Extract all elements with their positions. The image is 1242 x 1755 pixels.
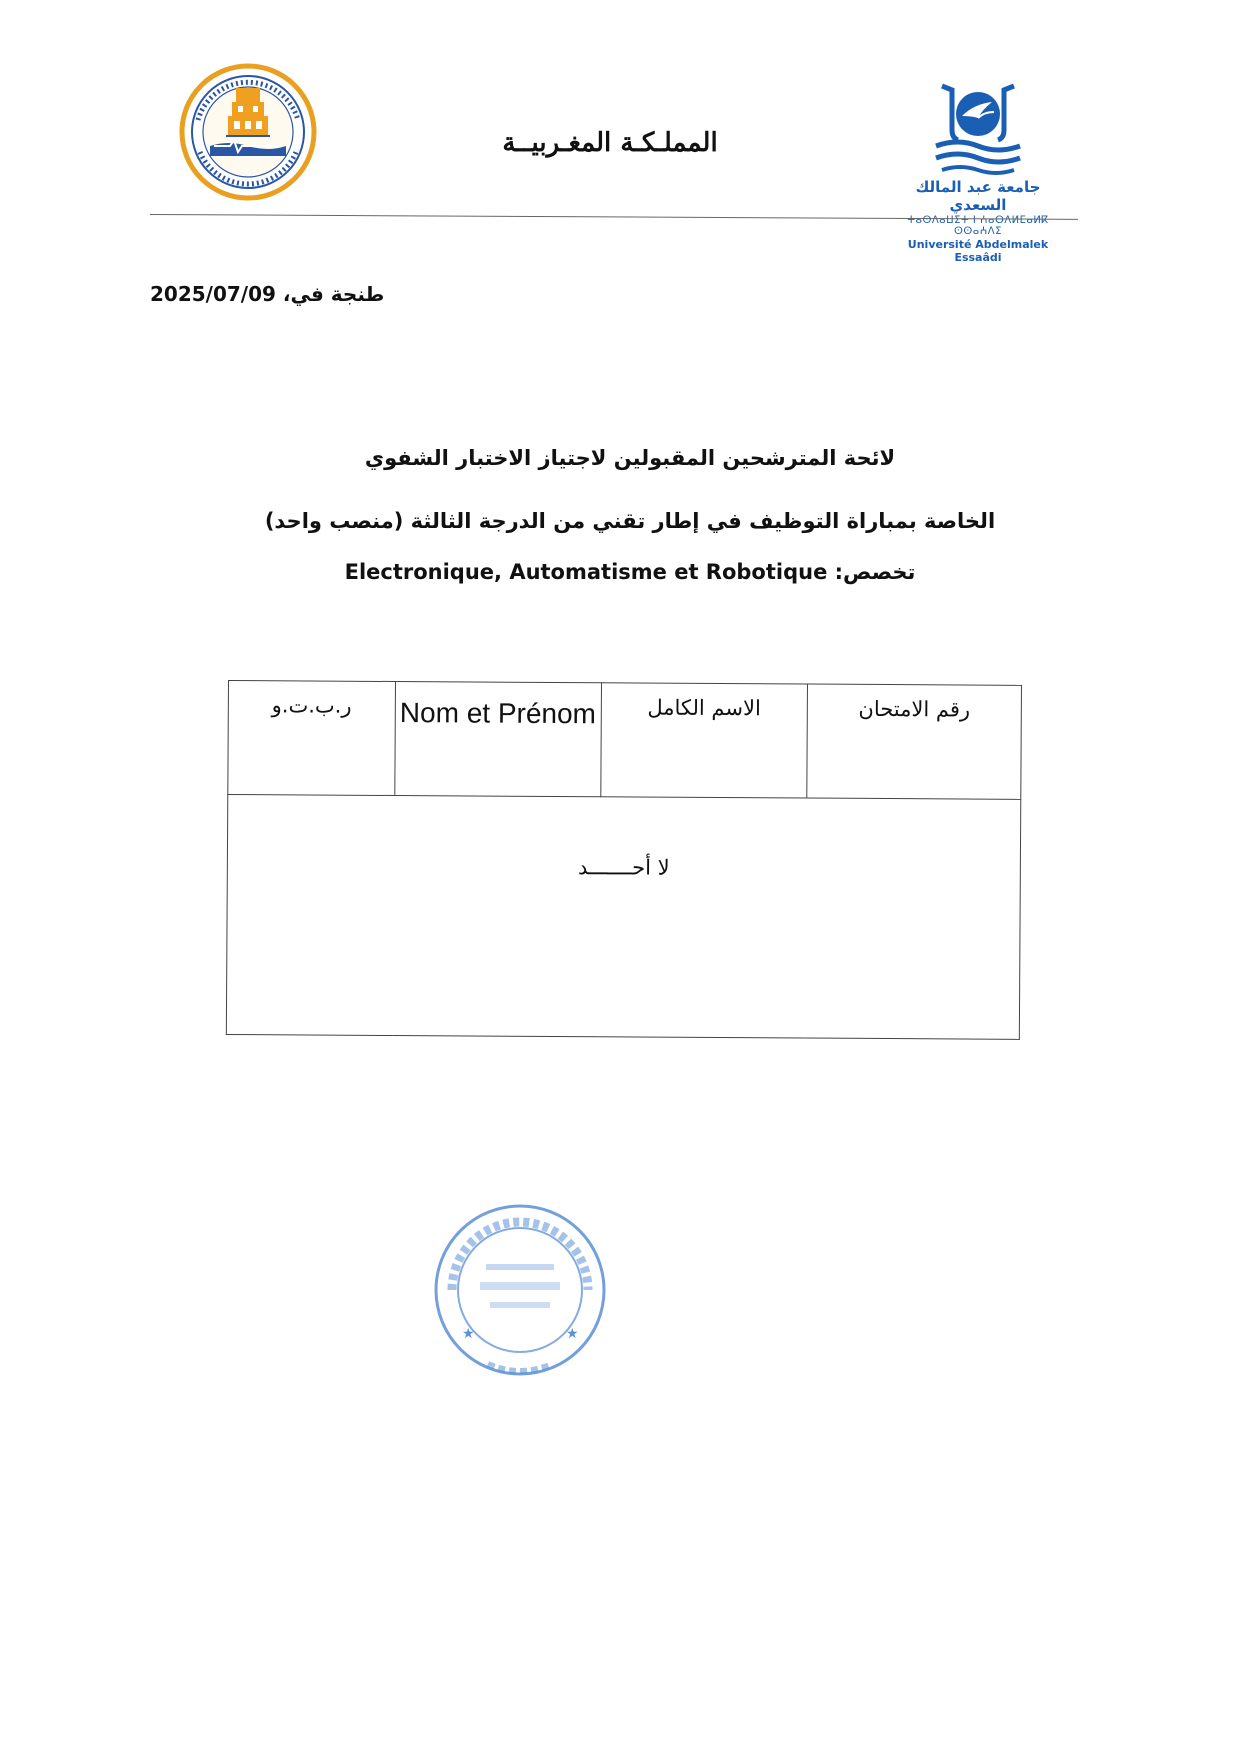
date-line: طنجة في، 2025/07/09 — [150, 282, 385, 306]
header-exam-number: رقم الامتحان — [858, 696, 971, 722]
specialty-value: Electronique, Automatisme et Robotique — [344, 560, 828, 584]
official-stamp — [428, 1198, 612, 1382]
header-full-name-ar: الاسم الكامل — [647, 695, 761, 721]
university-logo — [888, 78, 1068, 264]
no-candidates-text: لا أحـــــــد — [578, 855, 670, 880]
university-name-tifinagh: ⵜⴰⵙⴷⴰⵡⵉⵜ ⵏ ⵄⴰⴱⴷⵍⵎⴰⵍⴽ ⵙⵙⴰⵄⴷⵉ — [907, 215, 1049, 237]
faculty-logo — [178, 60, 318, 210]
header-name-fr: Nom et Prénom — [399, 697, 597, 730]
official-stamp-icon — [428, 1198, 612, 1382]
svg-text:★: ★ — [462, 1326, 475, 1342]
table-row — [226, 795, 1020, 1040]
university-name-arabic: جامعة عبد المالك السعدي — [915, 178, 1041, 214]
empty-result-cell — [226, 795, 1020, 1040]
document-subtitle: الخاصة بمباراة التوظيف في إطار تقني من الدرجة الثالثة (منصب واحد) — [264, 509, 996, 533]
kingdom-title: المملـكـة المغـربيــة — [502, 128, 718, 158]
document-title: لائحة المترشحين المقبولين لاجتياز الاختبار الشفوي — [364, 446, 896, 470]
specialty-label: تخصص: — [834, 560, 916, 584]
university-name-french: Université Abdelmalek Essaâdi — [907, 238, 1049, 264]
table-header-row — [228, 681, 1022, 800]
header-cin: ر.ب.ت.و — [271, 693, 352, 718]
specialty-line — [250, 560, 1010, 584]
faculty-seal-icon — [178, 60, 318, 210]
results-table — [226, 680, 1022, 1040]
svg-text:★: ★ — [566, 1326, 579, 1342]
university-emblem-icon — [928, 78, 1028, 176]
